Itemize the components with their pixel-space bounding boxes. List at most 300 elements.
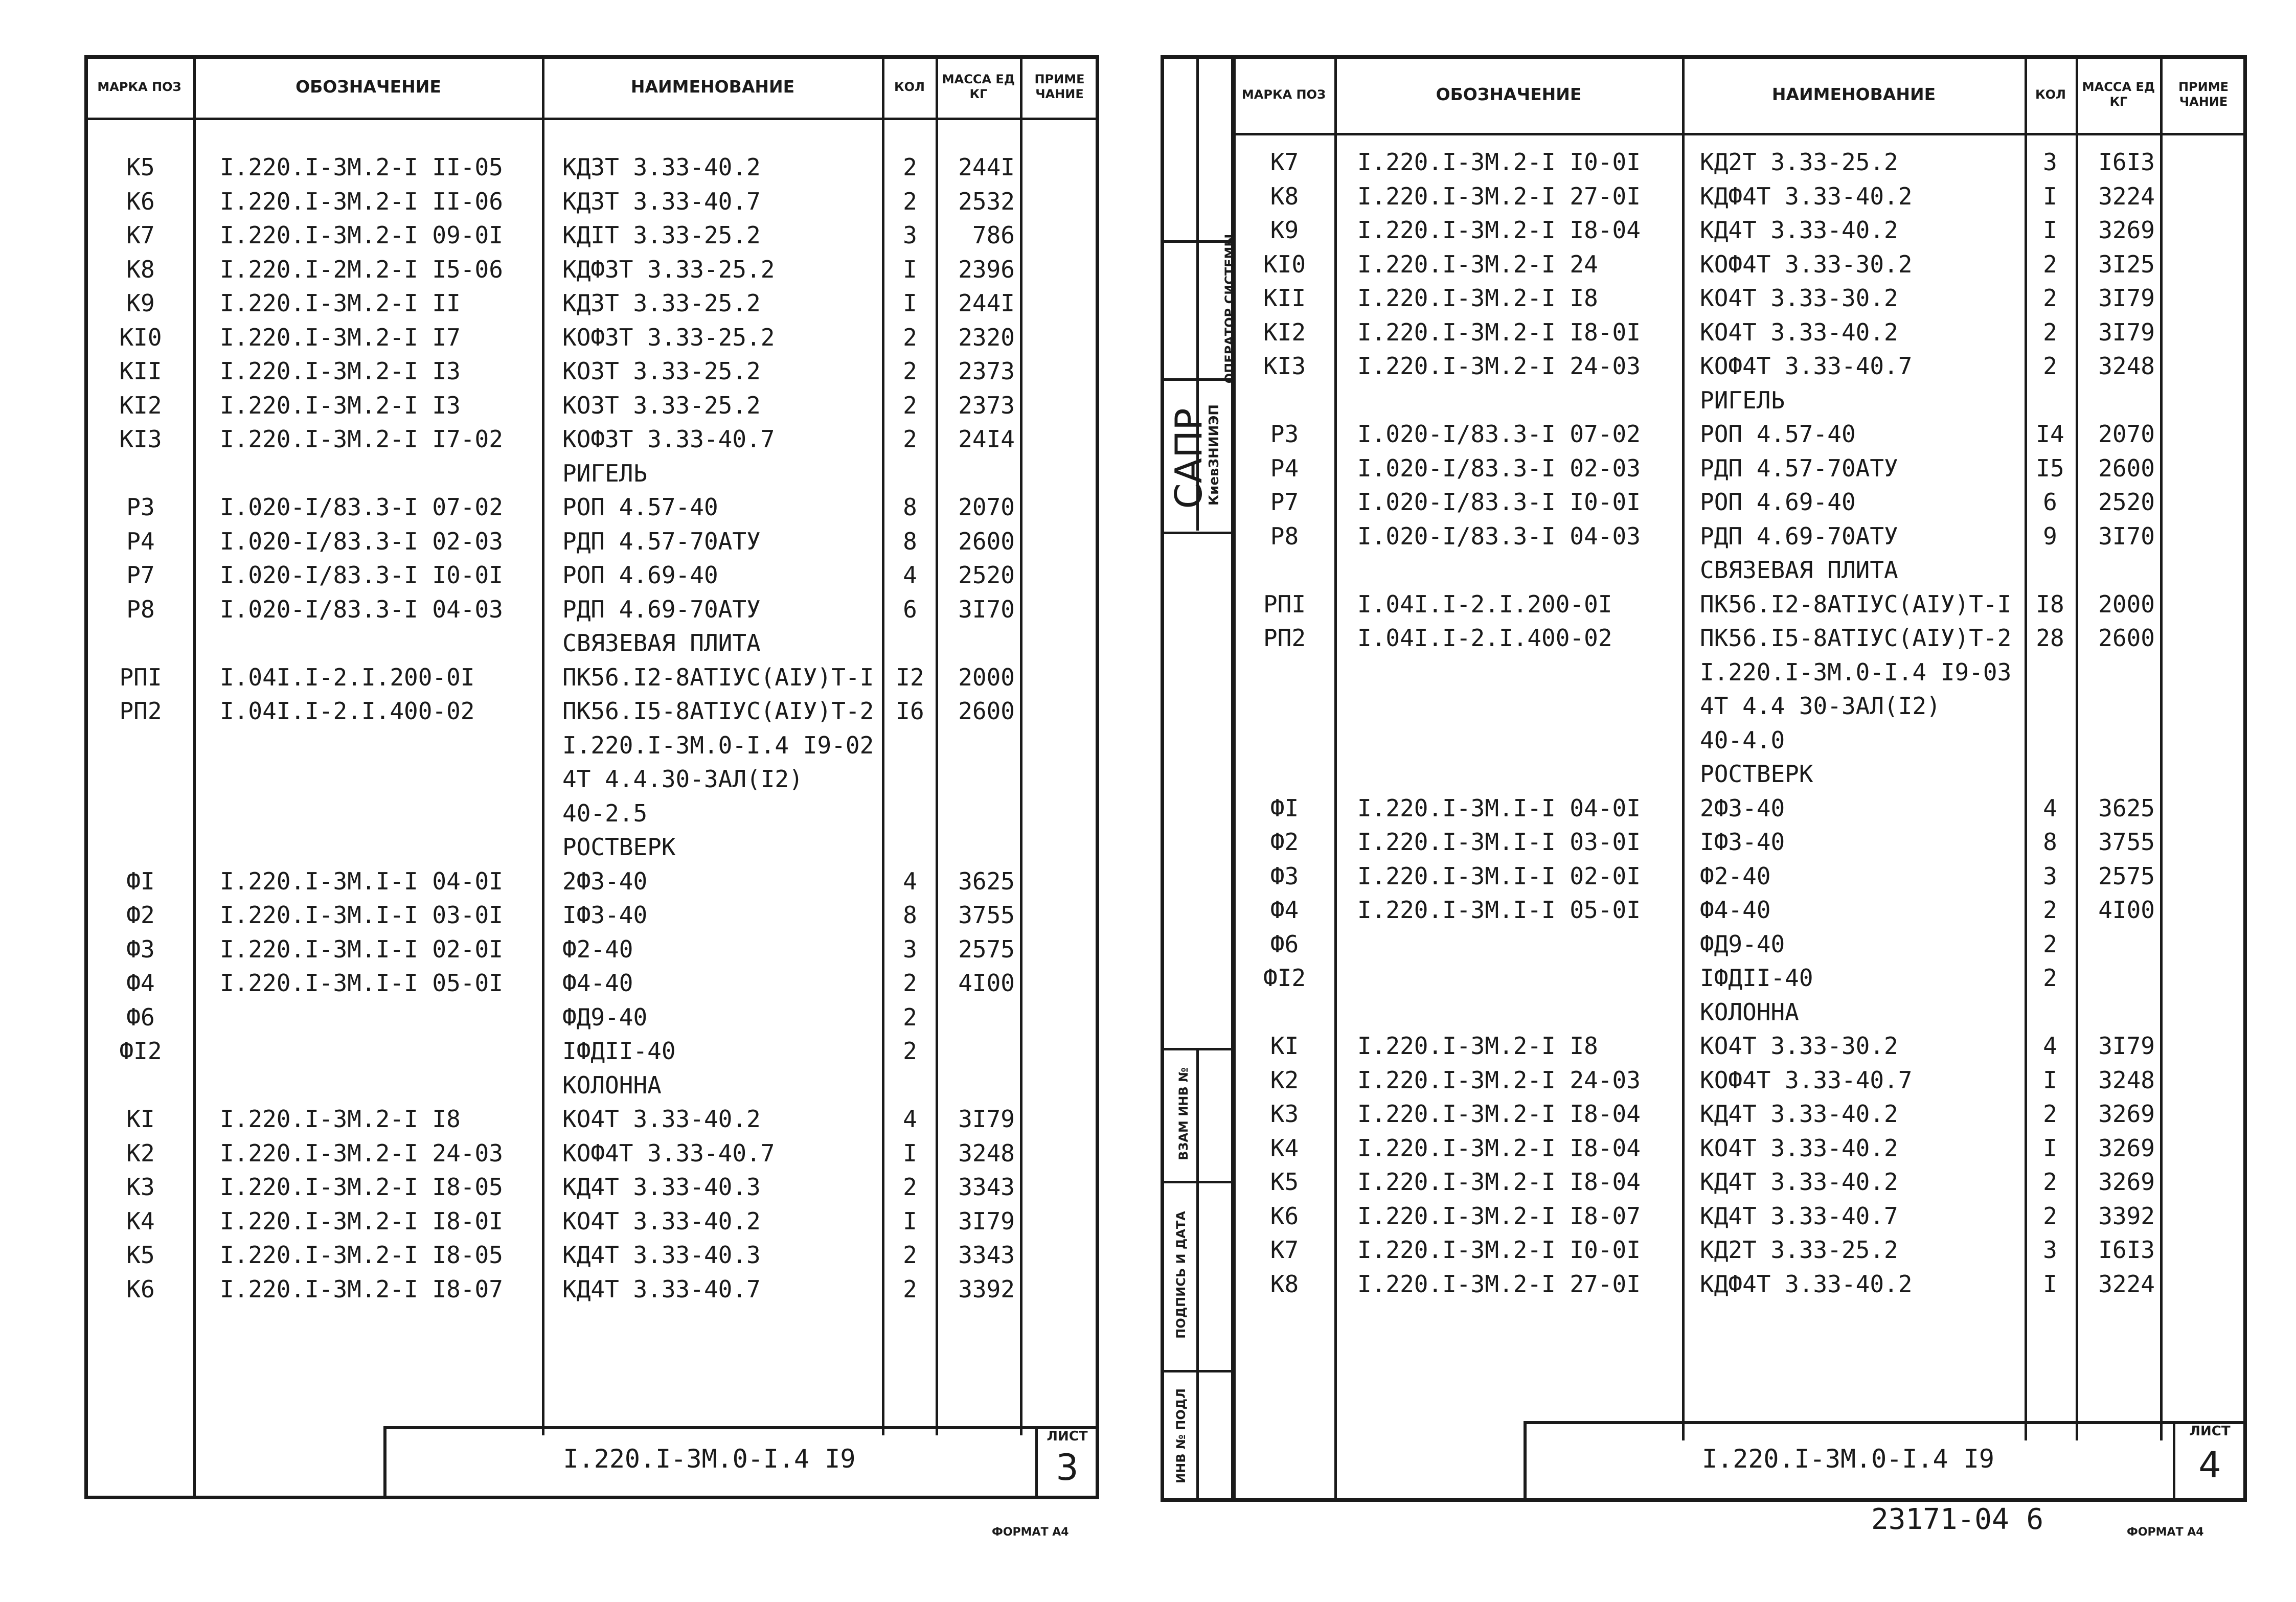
left-cell-qty: 3 bbox=[903, 221, 917, 249]
left-cell-mass: 2532 bbox=[958, 187, 1015, 215]
left-cell-mark: Ф4 bbox=[126, 969, 155, 997]
right-row bbox=[0, 1168, 2296, 1202]
right-cell-mass: 2070 bbox=[2098, 420, 2155, 448]
left-cell-code: I.220.I-3М.2-I I8-05 bbox=[220, 1173, 503, 1201]
right-cell-name: РДП 4.69-70АТУ bbox=[1700, 522, 1898, 550]
right-cell-name: 40-4.0 bbox=[1700, 726, 1785, 754]
left-cell-code: I.220.I-3М.2-I 09-0I bbox=[220, 221, 503, 249]
right-cell-name: КОФ4Т 3.33-30.2 bbox=[1700, 250, 1913, 278]
right-cell-qty: 2 bbox=[2043, 1100, 2057, 1128]
right-cell-mark: К7 bbox=[1270, 148, 1299, 176]
right-cell-mass: 4I00 bbox=[2098, 896, 2155, 924]
right-cell-code: I.220.I-3М.2-I I8-04 bbox=[1357, 1100, 1641, 1128]
left-cell-mass: 2600 bbox=[958, 527, 1015, 555]
right-cell-code: I.020-I/83.3-I 04-03 bbox=[1357, 522, 1641, 550]
right-row bbox=[0, 1236, 2296, 1270]
left-cell-code: I.220.I-3М.2-I I7-02 bbox=[220, 425, 503, 453]
right-row bbox=[0, 624, 2296, 658]
right-cell-mark: Ф4 bbox=[1270, 896, 1299, 924]
right-cell-code: I.020-I/83.3-I 07-02 bbox=[1357, 420, 1641, 448]
left-cell-qty: 2 bbox=[903, 425, 917, 453]
left-cell-code: I.220.I-3М.2-I I8-07 bbox=[220, 1275, 503, 1303]
r-header-qty: КОЛ bbox=[2035, 87, 2066, 102]
right-stamp-code: I.220.I-3М.0-I.4 I9 bbox=[1702, 1444, 1994, 1474]
right-cell-qty: I bbox=[2043, 182, 2057, 210]
left-cell-mark: Ф2 bbox=[126, 901, 155, 929]
left-cell-mark: КI0 bbox=[119, 323, 162, 351]
left-cell-mark: К5 bbox=[126, 1241, 155, 1269]
left-cell-mass: 2320 bbox=[958, 323, 1015, 351]
left-cell-qty: 4 bbox=[903, 1105, 917, 1133]
left-cell-name: КДФЗТ 3.33-25.2 bbox=[562, 255, 775, 283]
left-cell-qty: 2 bbox=[903, 357, 917, 385]
right-cell-name: КО4Т 3.33-30.2 bbox=[1700, 1032, 1898, 1060]
left-cell-code: I.220.I-3М.2-I I8 bbox=[220, 1105, 461, 1133]
right-cell-mark: РПI bbox=[1263, 590, 1306, 618]
right-row bbox=[0, 1066, 2296, 1100]
right-cell-name: СВЯЗЕВАЯ ПЛИТА bbox=[1700, 556, 1898, 584]
side-operator: ОПЕРАТОР СИСТЕМЫ bbox=[1222, 234, 1237, 384]
right-cell-name: ПК56.I2-8АТIУС(АIУ)Т-I bbox=[1700, 590, 2012, 618]
left-cell-mass: 3755 bbox=[958, 901, 1015, 929]
right-cell-mark: ФI2 bbox=[1263, 964, 1306, 992]
left-cell-mass: 244I bbox=[958, 289, 1015, 317]
left-cell-code: I.220.I-3М.I-I 02-0I bbox=[220, 935, 503, 963]
right-cell-qty: 2 bbox=[2043, 964, 2057, 992]
right-cell-qty: I5 bbox=[2036, 454, 2064, 482]
right-cell-mass: 3224 bbox=[2098, 1270, 2155, 1298]
right-cell-mark: КI bbox=[1270, 1032, 1299, 1060]
left-cell-name: IФ3-40 bbox=[562, 901, 648, 929]
right-row bbox=[0, 794, 2296, 828]
left-cell-mass: 3392 bbox=[958, 1275, 1015, 1303]
right-cell-name: IФ3-40 bbox=[1700, 828, 1785, 856]
left-cell-mass: 2575 bbox=[958, 935, 1015, 963]
right-cell-mark: К5 bbox=[1270, 1168, 1299, 1196]
left-cell-mark: К6 bbox=[126, 187, 155, 215]
right-cell-mass: 2575 bbox=[2098, 862, 2155, 890]
right-cell-code: I.220.I-3М.2-I I0-0I bbox=[1357, 1236, 1641, 1264]
right-cell-mark: К6 bbox=[1270, 1202, 1299, 1230]
left-cell-qty: 6 bbox=[903, 595, 917, 623]
left-cell-qty: I bbox=[903, 255, 917, 283]
right-cell-code: I.220.I-3М.2-I I8-0I bbox=[1357, 318, 1641, 346]
left-cell-code: I.220.I-3М.2-I I3 bbox=[220, 391, 461, 419]
right-cell-mark: КII bbox=[1263, 284, 1306, 312]
right-cell-mark: Р8 bbox=[1270, 522, 1299, 550]
right-cell-mark: Ф6 bbox=[1270, 930, 1299, 958]
left-cell-name: КД4Т 3.33-40.3 bbox=[562, 1173, 761, 1201]
r-header-note: ПРИМЕ ЧАНИЕ bbox=[2178, 80, 2229, 109]
left-cell-mark: К7 bbox=[126, 221, 155, 249]
right-cell-qty: 9 bbox=[2043, 522, 2057, 550]
right-cell-name: ФД9-40 bbox=[1700, 930, 1785, 958]
right-row bbox=[0, 454, 2296, 488]
left-cell-qty: 2 bbox=[903, 153, 917, 181]
right-cell-qty: I bbox=[2043, 216, 2057, 244]
right-cell-mass: 3269 bbox=[2098, 1134, 2155, 1162]
left-cell-name: КОЛОННА bbox=[562, 1071, 662, 1099]
right-cell-code: I.220.I-3М.2-I 27-0I bbox=[1357, 1270, 1641, 1298]
right-cell-qty: 2 bbox=[2043, 318, 2057, 346]
right-cell-mass: 2000 bbox=[2098, 590, 2155, 618]
right-row bbox=[0, 590, 2296, 624]
left-cell-name: Ф2-40 bbox=[562, 935, 633, 963]
right-cell-mass: 2600 bbox=[2098, 454, 2155, 482]
r-header-name: НАИМЕНОВАНИЕ bbox=[1771, 84, 1936, 104]
left-cell-qty: I bbox=[903, 289, 917, 317]
left-cell-name: РОП 4.69-40 bbox=[562, 561, 718, 589]
right-cell-mass: 3I79 bbox=[2098, 1032, 2155, 1060]
right-cell-name: КД4Т 3.33-40.2 bbox=[1700, 1168, 1898, 1196]
left-cell-code: I.220.I-3М.2-I II-06 bbox=[220, 187, 503, 215]
left-cell-name: СВЯЗЕВАЯ ПЛИТА bbox=[562, 629, 761, 657]
right-sheet-number: 4 bbox=[2198, 1444, 2221, 1486]
left-cell-mass: 4I00 bbox=[958, 969, 1015, 997]
right-cell-qty: 4 bbox=[2043, 794, 2057, 822]
left-cell-qty: 2 bbox=[903, 969, 917, 997]
right-row bbox=[0, 828, 2296, 862]
right-cell-mass: 3269 bbox=[2098, 216, 2155, 244]
left-cell-code: I.220.I-3М.2-I I8-0I bbox=[220, 1207, 503, 1235]
right-cell-qty: I bbox=[2043, 1270, 2057, 1298]
left-cell-code: I.220.I-3М.2-I I8-05 bbox=[220, 1241, 503, 1269]
right-cell-mass: I6I3 bbox=[2098, 1236, 2155, 1264]
left-cell-mark: ФI2 bbox=[119, 1037, 162, 1065]
right-cell-mass: 3392 bbox=[2098, 1202, 2155, 1230]
left-cell-mark: К6 bbox=[126, 1275, 155, 1303]
left-cell-mass: 24I4 bbox=[958, 425, 1015, 453]
right-cell-qty: 3 bbox=[2043, 862, 2057, 890]
right-cell-code: I.220.I-3М.I-I 05-0I bbox=[1357, 896, 1641, 924]
left-cell-mark: К9 bbox=[126, 289, 155, 317]
left-cell-qty: 2 bbox=[903, 323, 917, 351]
left-cell-code: I.220.I-3М.2-I 24-03 bbox=[220, 1139, 503, 1167]
right-cell-mass: 3224 bbox=[2098, 182, 2155, 210]
left-cell-mark: КI3 bbox=[119, 425, 162, 453]
left-cell-code: I.220.I-3М.I-I 05-0I bbox=[220, 969, 503, 997]
right-row bbox=[0, 352, 2296, 386]
right-cell-name: КОФ4Т 3.33-40.7 bbox=[1700, 1066, 1913, 1094]
left-cell-name: КО4Т 3.33-40.2 bbox=[562, 1105, 761, 1133]
right-cell-qty: 8 bbox=[2043, 828, 2057, 856]
left-cell-code: I.220.I-2М.2-I I5-06 bbox=[220, 255, 503, 283]
left-cell-mass: 3343 bbox=[958, 1173, 1015, 1201]
right-row bbox=[0, 1032, 2296, 1066]
right-cell-mark: К9 bbox=[1270, 216, 1299, 244]
left-cell-mass: 2600 bbox=[958, 697, 1015, 725]
right-cell-name: КОФ4Т 3.33-40.7 bbox=[1700, 352, 1913, 380]
right-cell-code: I.04I.I-2.I.200-0I bbox=[1357, 590, 1612, 618]
left-cell-mass: 3I79 bbox=[958, 1105, 1015, 1133]
left-cell-qty: 2 bbox=[903, 391, 917, 419]
left-cell-qty: I2 bbox=[896, 663, 924, 691]
left-cell-mass: 2000 bbox=[958, 663, 1015, 691]
header-note: ПРИМЕ ЧАНИЕ bbox=[1034, 72, 1085, 101]
left-cell-name: РОСТВЕРК bbox=[562, 833, 676, 861]
right-row bbox=[0, 148, 2296, 182]
right-cell-mass: 3755 bbox=[2098, 828, 2155, 856]
left-cell-qty: 2 bbox=[903, 1173, 917, 1201]
left-cell-code: I.04I.I-2.I.200-0I bbox=[220, 663, 475, 691]
right-cell-qty: 2 bbox=[2043, 250, 2057, 278]
left-cell-name: КДIТ 3.33-25.2 bbox=[562, 221, 761, 249]
left-cell-name: КОЗТ 3.33-25.2 bbox=[562, 357, 761, 385]
right-cell-code: I.220.I-3М.2-I I8-04 bbox=[1357, 1134, 1641, 1162]
right-cell-mark: К8 bbox=[1270, 1270, 1299, 1298]
right-row bbox=[0, 726, 2296, 760]
right-cell-code: I.220.I-3М.2-I I8-07 bbox=[1357, 1202, 1641, 1230]
right-cell-mark: КI2 bbox=[1263, 318, 1306, 346]
right-cell-qty: 28 bbox=[2036, 624, 2064, 652]
right-cell-name: КД2Т 3.33-25.2 bbox=[1700, 1236, 1898, 1264]
right-cell-code: I.04I.I-2.I.400-02 bbox=[1357, 624, 1612, 652]
right-cell-qty: 6 bbox=[2043, 488, 2057, 516]
right-table-body bbox=[0, 148, 2296, 1416]
left-cell-mass: 3I79 bbox=[958, 1207, 1015, 1235]
right-cell-mass: 3I70 bbox=[2098, 522, 2155, 550]
left-cell-name: КО4Т 3.33-40.2 bbox=[562, 1207, 761, 1235]
left-cell-code: I.04I.I-2.I.400-02 bbox=[220, 697, 475, 725]
right-cell-qty: 2 bbox=[2043, 1202, 2057, 1230]
left-cell-name: КДЗТ 3.33-25.2 bbox=[562, 289, 761, 317]
left-cell-code: I.020-I/83.3-I I0-0I bbox=[220, 561, 503, 589]
left-cell-mark: К4 bbox=[126, 1207, 155, 1235]
left-cell-mass: 3I70 bbox=[958, 595, 1015, 623]
right-row bbox=[0, 1270, 2296, 1304]
left-cell-mark: КI2 bbox=[119, 391, 162, 419]
right-row bbox=[0, 964, 2296, 998]
right-cell-code: I.220.I-3М.2-I I8 bbox=[1357, 284, 1598, 312]
right-cell-qty: I4 bbox=[2036, 420, 2064, 448]
right-cell-name: 4Т 4.4 30-3АЛ(I2) bbox=[1700, 692, 1941, 720]
right-cell-code: I.220.I-3М.2-I 24-03 bbox=[1357, 1066, 1641, 1094]
left-cell-mark: Р8 bbox=[126, 595, 155, 623]
side-vzam: ВЗАМ ИНВ № bbox=[1176, 1067, 1191, 1160]
left-cell-name: ПК56.I5-8АТIУС(АIУ)Т-2 bbox=[562, 697, 874, 725]
right-row bbox=[0, 930, 2296, 964]
right-cell-mass: 3625 bbox=[2098, 794, 2155, 822]
left-cell-qty: 2 bbox=[903, 1241, 917, 1269]
left-cell-qty: 3 bbox=[903, 935, 917, 963]
right-cell-qty: 2 bbox=[2043, 930, 2057, 958]
right-cell-mark: К2 bbox=[1270, 1066, 1299, 1094]
r-header-mass: МАССА ЕД КГ bbox=[2082, 80, 2155, 109]
right-cell-name: КД4Т 3.33-40.2 bbox=[1700, 1100, 1898, 1128]
right-row bbox=[0, 182, 2296, 216]
left-cell-name: I.220.I-3М.0-I.4 I9-02 bbox=[562, 731, 874, 759]
left-cell-mark: Ф6 bbox=[126, 1003, 155, 1031]
right-cell-code: I.220.I-3М.2-I 24 bbox=[1357, 250, 1598, 278]
right-cell-mark: КI0 bbox=[1263, 250, 1306, 278]
header-mass: МАССА ЕД КГ bbox=[942, 72, 1015, 101]
left-cell-qty: 2 bbox=[903, 187, 917, 215]
right-cell-name: РОП 4.57-40 bbox=[1700, 420, 1856, 448]
right-row bbox=[0, 556, 2296, 590]
right-row bbox=[0, 250, 2296, 284]
right-cell-mark: КI3 bbox=[1263, 352, 1306, 380]
right-cell-name: РДП 4.57-70АТУ bbox=[1700, 454, 1898, 482]
left-cell-name: КДЗТ 3.33-40.2 bbox=[562, 153, 761, 181]
right-cell-mark: К8 bbox=[1270, 182, 1299, 210]
right-cell-code: I.220.I-3М.2-I I8-04 bbox=[1357, 216, 1641, 244]
left-cell-mark: КI bbox=[126, 1105, 155, 1133]
left-cell-qty: 8 bbox=[903, 901, 917, 929]
left-cell-mass: 786 bbox=[972, 221, 1015, 249]
right-cell-name: 2Ф3-40 bbox=[1700, 794, 1785, 822]
right-cell-mark: Р3 bbox=[1270, 420, 1299, 448]
left-cell-mass: 3625 bbox=[958, 867, 1015, 895]
left-cell-code: I.220.I-3М.2-I II-05 bbox=[220, 153, 503, 181]
right-cell-qty: I bbox=[2043, 1134, 2057, 1162]
right-row bbox=[0, 386, 2296, 420]
left-cell-name: КД4Т 3.33-40.3 bbox=[562, 1241, 761, 1269]
right-cell-code: I.220.I-3М.I-I 02-0I bbox=[1357, 862, 1641, 890]
left-cell-name: РДП 4.69-70АТУ bbox=[562, 595, 761, 623]
right-cell-qty: I8 bbox=[2036, 590, 2064, 618]
left-cell-code: I.020-I/83.3-I 04-03 bbox=[220, 595, 503, 623]
right-row bbox=[0, 1134, 2296, 1168]
left-cell-qty: 4 bbox=[903, 867, 917, 895]
right-cell-qty: I bbox=[2043, 1066, 2057, 1094]
left-format: ФОРМАТ А4 bbox=[992, 1526, 1069, 1539]
left-cell-mark: Р4 bbox=[126, 527, 155, 555]
right-cell-mark: Р7 bbox=[1270, 488, 1299, 516]
right-cell-name: Ф2-40 bbox=[1700, 862, 1771, 890]
left-cell-mark: К5 bbox=[126, 153, 155, 181]
right-sheet-label: ЛИСТ bbox=[2189, 1424, 2231, 1439]
right-cell-qty: 2 bbox=[2043, 284, 2057, 312]
right-cell-name: РИГЕЛЬ bbox=[1700, 386, 1785, 414]
side-org: КиевЗНИИЭП bbox=[1207, 404, 1222, 506]
right-cell-code: I.220.I-3М.2-I I8 bbox=[1357, 1032, 1598, 1060]
left-cell-code: I.220.I-3М.I-I 04-0I bbox=[220, 867, 503, 895]
left-cell-code: I.220.I-3М.2-I II bbox=[220, 289, 461, 317]
right-cell-mass: 3I79 bbox=[2098, 318, 2155, 346]
left-cell-mark: К3 bbox=[126, 1173, 155, 1201]
right-cell-mass: 3I25 bbox=[2098, 250, 2155, 278]
left-cell-qty: I6 bbox=[896, 697, 924, 725]
left-cell-qty: 2 bbox=[903, 1003, 917, 1031]
left-cell-qty: I bbox=[903, 1139, 917, 1167]
left-sheet-number: 3 bbox=[1056, 1447, 1079, 1489]
left-cell-qty: 2 bbox=[903, 1037, 917, 1065]
right-row bbox=[0, 522, 2296, 556]
right-cell-qty: 2 bbox=[2043, 1168, 2057, 1196]
right-format: ФОРМАТ А4 bbox=[2127, 1526, 2204, 1539]
left-cell-name: КД4Т 3.33-40.7 bbox=[562, 1275, 761, 1303]
left-cell-mark: ФI bbox=[126, 867, 155, 895]
right-row bbox=[0, 318, 2296, 352]
right-row bbox=[0, 420, 2296, 454]
right-cell-code: I.220.I-3М.2-I I0-0I bbox=[1357, 148, 1641, 176]
right-cell-mark: К3 bbox=[1270, 1100, 1299, 1128]
right-cell-mark: РП2 bbox=[1263, 624, 1306, 652]
left-cell-mass: 3248 bbox=[958, 1139, 1015, 1167]
right-row bbox=[0, 488, 2296, 522]
right-cell-mass: 3I79 bbox=[2098, 284, 2155, 312]
left-cell-mark: РП2 bbox=[119, 697, 162, 725]
right-cell-mass: 3248 bbox=[2098, 352, 2155, 380]
left-cell-qty: 4 bbox=[903, 561, 917, 589]
left-cell-mass: 2520 bbox=[958, 561, 1015, 589]
right-cell-name: Ф4-40 bbox=[1700, 896, 1771, 924]
right-cell-code: I.220.I-3М.I-I 04-0I bbox=[1357, 794, 1641, 822]
left-cell-name: 4Т 4.4.30-3АЛ(I2) bbox=[562, 765, 803, 793]
side-sapr: САПР bbox=[1167, 408, 1210, 509]
left-sheet-label: ЛИСТ bbox=[1047, 1429, 1088, 1444]
right-cell-name: КО4Т 3.33-40.2 bbox=[1700, 318, 1898, 346]
left-cell-mark: Ф3 bbox=[126, 935, 155, 963]
right-cell-qty: 4 bbox=[2043, 1032, 2057, 1060]
r-header-mark: МАРКА ПОЗ bbox=[1241, 87, 1326, 102]
left-cell-code: I.220.I-3М.I-I 03-0I bbox=[220, 901, 503, 929]
right-cell-mark: К4 bbox=[1270, 1134, 1299, 1162]
side-inv: ИНВ № ПОДЛ bbox=[1174, 1388, 1188, 1483]
left-cell-qty: I bbox=[903, 1207, 917, 1235]
right-row bbox=[0, 896, 2296, 930]
left-cell-mark: К2 bbox=[126, 1139, 155, 1167]
left-cell-code: I.020-I/83.3-I 07-02 bbox=[220, 493, 503, 521]
right-row bbox=[0, 998, 2296, 1032]
r-header-designation: ОБОЗНАЧЕНИЕ bbox=[1436, 84, 1582, 104]
right-row bbox=[0, 216, 2296, 250]
right-cell-mass: 3248 bbox=[2098, 1066, 2155, 1094]
right-cell-name: КДФ4Т 3.33-40.2 bbox=[1700, 1270, 1913, 1298]
left-cell-name: РИГЕЛЬ bbox=[562, 459, 648, 487]
right-cell-mark: ФI bbox=[1270, 794, 1299, 822]
right-cell-mark: К7 bbox=[1270, 1236, 1299, 1264]
left-cell-name: КОФЗТ 3.33-40.7 bbox=[562, 425, 775, 453]
left-cell-name: ПК56.I2-8АТIУС(АIУ)Т-I bbox=[562, 663, 874, 691]
right-cell-name: КД2Т 3.33-25.2 bbox=[1700, 148, 1898, 176]
right-row bbox=[0, 862, 2296, 896]
left-cell-name: IФДII-40 bbox=[562, 1037, 676, 1065]
left-cell-name: КДЗТ 3.33-40.7 bbox=[562, 187, 761, 215]
left-cell-mass: 2070 bbox=[958, 493, 1015, 521]
left-cell-name: ФД9-40 bbox=[562, 1003, 648, 1031]
right-cell-name: IФДII-40 bbox=[1700, 964, 1813, 992]
right-cell-name: КД4Т 3.33-40.2 bbox=[1700, 216, 1898, 244]
left-stamp-code: I.220.I-3М.0-I.4 I9 bbox=[563, 1444, 856, 1474]
left-cell-name: РОП 4.57-40 bbox=[562, 493, 718, 521]
left-cell-name: 2Ф3-40 bbox=[562, 867, 648, 895]
left-cell-mark: РПI bbox=[119, 663, 162, 691]
left-cell-qty: 8 bbox=[903, 527, 917, 555]
right-cell-qty: 3 bbox=[2043, 148, 2057, 176]
left-cell-name: 40-2.5 bbox=[562, 799, 648, 827]
right-row bbox=[0, 658, 2296, 692]
right-cell-qty: 3 bbox=[2043, 1236, 2057, 1264]
right-cell-name: РОП 4.69-40 bbox=[1700, 488, 1856, 516]
left-cell-code: I.220.I-3М.2-I I7 bbox=[220, 323, 461, 351]
left-cell-mass: 2373 bbox=[958, 357, 1015, 385]
left-cell-name: РДП 4.57-70АТУ bbox=[562, 527, 761, 555]
right-cell-code: I.220.I-3М.2-I I8-04 bbox=[1357, 1168, 1641, 1196]
right-cell-mass: 2600 bbox=[2098, 624, 2155, 652]
right-handwritten-number: 23171-04 6 bbox=[1871, 1503, 2044, 1536]
left-cell-qty: 2 bbox=[903, 1275, 917, 1303]
left-cell-name: КОФ4Т 3.33-40.7 bbox=[562, 1139, 775, 1167]
right-cell-qty: 2 bbox=[2043, 896, 2057, 924]
right-cell-mass: 2520 bbox=[2098, 488, 2155, 516]
right-cell-name: КОЛОННА bbox=[1700, 998, 1799, 1026]
right-cell-mass: 3269 bbox=[2098, 1168, 2155, 1196]
right-row bbox=[0, 284, 2296, 318]
header-name: НАИМЕНОВАНИЕ bbox=[630, 77, 795, 97]
right-cell-name: КДФ4Т 3.33-40.2 bbox=[1700, 182, 1913, 210]
side-podp: ПОДПИСЬ И ДАТА bbox=[1174, 1211, 1188, 1339]
